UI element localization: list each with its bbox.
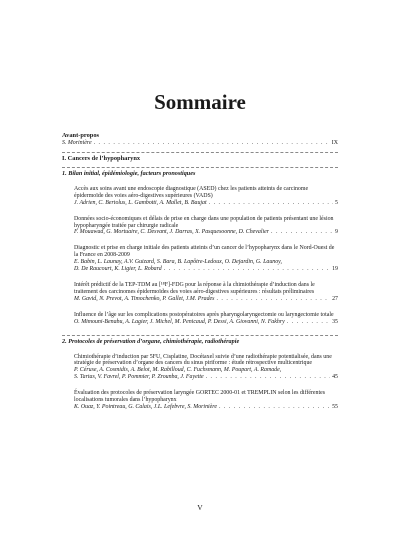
toc-authors: K. Ouaz, Y. Pointreau, G. Calais, J.L. Lefebvre, S. Morinière — [74, 403, 217, 410]
section-divider — [62, 152, 338, 153]
dot-leader — [94, 140, 330, 147]
section-divider — [62, 335, 338, 336]
toc-entry[interactable] — [74, 186, 338, 207]
dot-leader — [216, 296, 330, 303]
toc-entry[interactable] — [74, 282, 338, 303]
toc-page-number: 55 — [332, 403, 338, 410]
toc-authors: M. Gavid, N. Prevot, A. Timochenko, P. Gallet, J.M. Prades — [74, 295, 215, 302]
toc-entry[interactable] — [62, 140, 338, 147]
avant-propos-block — [62, 132, 338, 147]
section-divider — [62, 167, 338, 168]
toc-authors-line — [74, 319, 338, 326]
toc-authors-line — [74, 404, 338, 411]
toc-page-number: 9 — [335, 229, 338, 236]
toc-authors: D. De Raucourt, K. Ligier, L. Robard — [74, 266, 162, 273]
toc-authors: S. Tartas, V. Favrel, P. Pommier, P. Zrounba, J. Fayette — [74, 374, 204, 381]
toc-authors-line — [74, 266, 338, 273]
table-of-contents — [62, 132, 338, 411]
toc-page-number: IX — [331, 140, 338, 146]
toc-authors: S. Morinière — [62, 140, 92, 146]
toc-entry[interactable] — [74, 312, 338, 326]
subsection-heading: 1. Bilan initial, épidémiologie, facteurs pronostiques — [62, 169, 196, 177]
toc-entry-title: Chimiothérapie d’induction par 5FU, Cisplatine, Docétaxel suivie d’une radiothérapie potentialisée, dans une stratégie de préservation d’organe des cancers du sinus piriforme : étude rétrospective multicentrique — [74, 353, 332, 367]
toc-page-number: 45 — [332, 374, 338, 381]
toc-page-number: 5 — [335, 199, 338, 206]
dot-leader — [219, 404, 330, 411]
avant-propos-heading: Avant-propos — [62, 132, 100, 139]
toc-authors-line — [62, 140, 338, 147]
toc-entry-title: Données socio-économiques et délais de prise en charge dans une population de patients présentant une lésion hypopharyngée traitée par chirurgie radicale — [74, 215, 334, 229]
toc-authors-line — [74, 374, 338, 381]
toc-authors: J. Adrien, C. Bertolus, L. Gambotti, A. Mallet, B. Baujat — [74, 199, 207, 206]
toc-authors: O. Mimouni-Benabu, A. Lagier, J. Michel, M. Penicaud, P. Dessi, A. Giovanni, N. Fakhry — [74, 318, 285, 325]
page-folio: V — [197, 503, 203, 512]
toc-authors-line — [74, 296, 338, 303]
toc-entry[interactable] — [74, 245, 338, 273]
dot-leader — [209, 200, 333, 207]
toc-entry[interactable] — [74, 216, 338, 237]
toc-page-number: 19 — [332, 266, 338, 273]
dot-leader — [271, 229, 333, 236]
toc-authors-line — [74, 229, 338, 236]
subsection-heading: 2. Protocoles de préservation d’organe, chimiothérapie, radiothérapie — [62, 337, 240, 345]
toc-page-number: 27 — [332, 295, 338, 302]
page-title: Sommaire — [154, 90, 246, 114]
toc-entry-title: Diagnostic et prise en charge initiale des patients atteints d’un cancer de l’hypopharynx dans le Nord-Ouest de la France en 2008-2009 — [74, 245, 335, 259]
toc-page-number: 35 — [332, 318, 338, 325]
dot-leader — [164, 266, 330, 273]
toc-authors: F. Mouawad, G. Mortuaire, C. Desvant, J. Darras, X. Pasquesoonne, D. Chevalier — [74, 229, 270, 236]
toc-authors: P. Céruse, A. Cosmidis, A. Belot, M. Rabilloud, C. Fuchsmann, M. Poupart, A. Ramade, — [74, 367, 282, 374]
dot-leader — [206, 374, 331, 381]
toc-authors: E. Babin, L. Launay, A.V. Guizard, S. Bara, B. Lapôtre-Ledoux, O. Dejardin, G. Launoy, — [74, 259, 282, 266]
toc-entry-title: Influence de l’âge sur les complications postopératoires après pharyngolaryngectomie ou laryngectomie totale — [74, 311, 334, 318]
toc-authors-line — [74, 200, 338, 207]
toc-entry[interactable] — [74, 354, 338, 382]
toc-entry-title: Intérêt prédictif de la TEP-TDM au [¹⁸F]-FDG pour la réponse à la chimiothérapie d’induction dans le traitement des carcinomes épidermoïdes des voies aéro-digestives supérieures : résultats préliminaires — [74, 281, 315, 295]
toc-entry-title: Accès aux soins avant une endoscopie diagnostique (ASED) chez les patients atteints de carcinome épidermoïde des voies aéro-digestives supérieures (VADS) — [74, 185, 309, 199]
dot-leader — [287, 319, 330, 326]
toc-entry-title: Évaluation des protocoles de préservation laryngée GORTEC 2000-01 et TREMPLIN selon les différentes localisations tumorales dans l’hypopharynx — [74, 390, 326, 404]
part-heading: I. Cancers de l’hypopharynx — [62, 154, 141, 162]
toc-entry[interactable] — [74, 390, 338, 411]
